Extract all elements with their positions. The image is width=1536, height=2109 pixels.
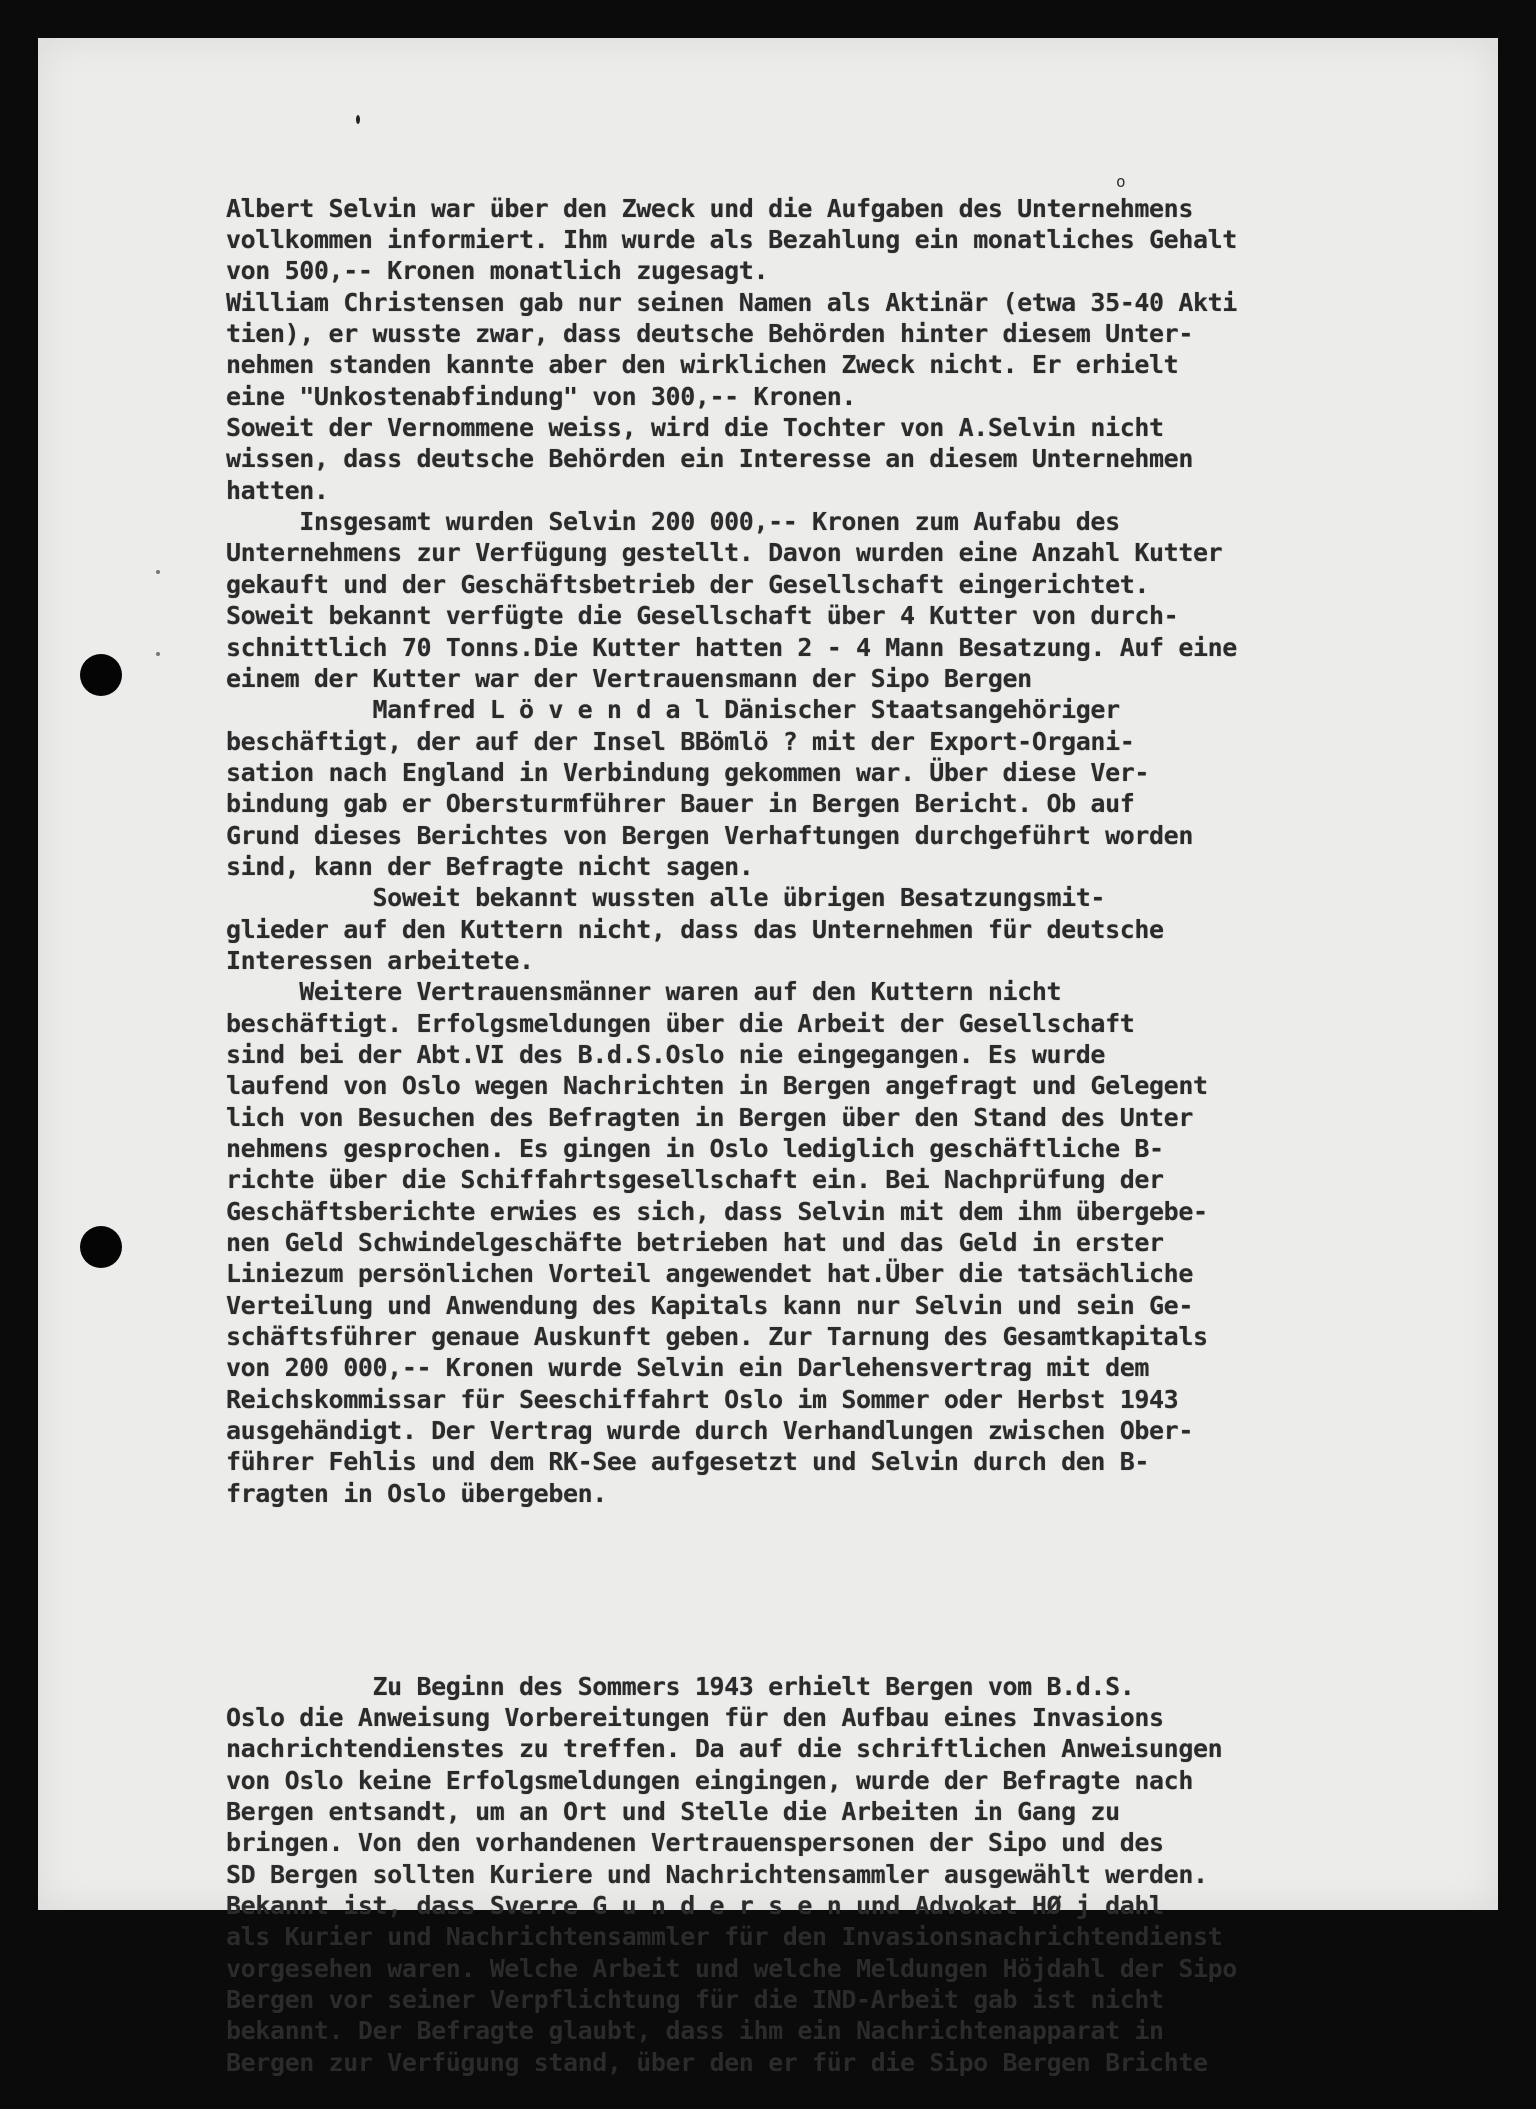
text-line: William Christensen gab nur seinen Namen als Aktinär (etwa 35-40 Akti [226, 287, 1237, 317]
text-line: Manfred L ö v e n d a l Dänischer Staatsangehöriger [226, 695, 1120, 725]
text-line: Soweit bekannt verfügte die Gesellschaft über 4 Kutter von durch- [226, 601, 1179, 631]
text-line: bindung gab er Obersturmführer Bauer in Bergen Bericht. Ob auf [226, 789, 1135, 819]
paragraph-gap [226, 1572, 1496, 1608]
text-line: wissen, dass deutsche Behörden ein Interesse an diesem Unternehmen [226, 444, 1193, 474]
text-line: nehmens gesprochen. Es gingen in Oslo lediglich geschäftliche B- [226, 1134, 1164, 1163]
text-line: glieder auf den Kuttern nicht, dass das Unternehmen für deutsche [226, 914, 1164, 944]
text-line: sind, kann der Befragte nicht sagen. [226, 851, 754, 881]
text-line: Zu Beginn des Sommers 1943 erhielt Bergen vom B.d.S. [226, 1671, 1135, 1701]
text-line: beschäftigt, der auf der Insel BBömlö ? mit der Export-Organi- [226, 726, 1135, 756]
text-line: schäftsführer genaue Auskunft geben. Zur Tarnung des Gesamtkapitals [226, 1322, 1208, 1352]
text-line: von 200 000,-- Kronen wurde Selvin ein Darlehensvertrag mit dem [226, 1353, 1150, 1383]
text-line: bringen. Von den vorhandenen Vertrauenspersonen der Sipo und des [226, 1828, 1164, 1858]
text-line: schnittlich 70 Tonns.Die Kutter hatten 2 - 4 Mann Besatzung. Auf eine [226, 632, 1237, 662]
text-line: Oslo die Anweisung Vorbereitungen für den Aufbau eines Invasions [226, 1702, 1164, 1732]
text-line: Grund dieses Berichtes von Bergen Verhaftungen durchgeführt worden [226, 820, 1193, 850]
text-line: führer Fehlis und dem RK-See aufgesetzt und Selvin durch den B- [226, 1447, 1150, 1477]
text-line: Verteilung und Anwendung des Kapitals kann nur Selvin und sein Ge- [226, 1290, 1193, 1320]
text-line: nehmen standen kannte aber den wirklichen Zweck nicht. Er erhielt [226, 350, 1179, 380]
text-line: beschäftigt. Erfolgsmeldungen über die Arbeit der Gesellschaft [226, 1008, 1135, 1038]
text-line: vorgesehen waren. Welche Arbeit und welche Meldungen Höjdahl der Sipo [226, 1953, 1237, 1983]
paragraph-2 [226, 1671, 1496, 2078]
text-line: gekauft und der Geschäftsbetrieb der Gesellschaft eingerichtet. [226, 569, 1150, 599]
text-line: Bekannt ist, dass Sverre G u n d e r s e n und Advokat HØ j dahl [226, 1890, 1164, 1920]
text-line: Weitere Vertrauensmänner waren auf den Kuttern nicht [226, 977, 1062, 1007]
text-line: lich von Besuchen des Befragten in Bergen über den Stand des Unter [226, 1102, 1193, 1132]
text-line: von Oslo keine Erfolgsmeldungen eingingen, wurde der Befragte nach [226, 1765, 1193, 1795]
ink-speck [156, 652, 160, 656]
text-line: vollkommen informiert. Ihm wurde als Bezahlung ein monatliches Gehalt [226, 225, 1237, 255]
text-line: Bergen zur Verfügung stand, über den er für die Sipo Bergen Brichte [226, 2047, 1208, 2077]
text-line: Liniezum persönlichen Vorteil angewendet hat.Über die tatsächliche [226, 1259, 1193, 1289]
text-line: eine "Unkostenabfindung" von 300,-- Kronen. [226, 381, 857, 411]
punch-hole [80, 1226, 122, 1268]
text-line: von 500,-- Kronen monatlich zugesagt. [226, 256, 769, 286]
punch-hole [80, 654, 122, 696]
text-line: laufend von Oslo wegen Nachrichten in Bergen angefragt und Gelegent [226, 1071, 1208, 1101]
text-line: SD Bergen sollten Kuriere und Nachrichtensammler ausgewählt werden. [226, 1859, 1208, 1889]
text-line: ausgehändigt. Der Vertrag wurde durch Verhandlungen zwischen Ober- [226, 1416, 1193, 1446]
text-line: Soweit der Vernommene weiss, wird die Tochter von A.Selvin nicht [226, 413, 1164, 443]
text-line: sind bei der Abt.VI des B.d.S.Oslo nie eingegangen. Es wurde [226, 1039, 1106, 1069]
text-line: richte über die Schiffahrtsgesellschaft ein. Bei Nachprüfung der [226, 1165, 1164, 1195]
text-line: Bergen entsandt, um an Ort und Stelle die Arbeiten in Gang zu [226, 1796, 1120, 1826]
ink-speck [356, 115, 360, 124]
text-line: tien), er wusste zwar, dass deutsche Behörden hinter diesem Unter- [226, 319, 1193, 349]
text-line: nen Geld Schwindelgeschäfte betrieben hat und das Geld in erster [226, 1228, 1164, 1258]
text-line: Albert Selvin war über den Zweck und die Aufgaben des Unternehmens [226, 193, 1193, 223]
typed-text-body [226, 130, 1496, 2109]
text-line: bekannt. Der Befragte glaubt, dass ihm ein Nachrichtenapparat in [226, 2016, 1164, 2046]
text-line: Bergen vor seiner Verpflichtung für die IND-Arbeit gab ist nicht [226, 1984, 1164, 2014]
text-line: sation nach England in Verbindung gekommen war. Über diese Ver- [226, 757, 1150, 787]
paragraph-1 [226, 193, 1496, 1509]
text-line: Unternehmens zur Verfügung gestellt. Davon wurden eine Anzahl Kutter [226, 538, 1223, 568]
text-line: fragten in Oslo übergeben. [226, 1478, 607, 1508]
text-line: nachrichtendienstes zu treffen. Da auf die schriftlichen Anweisungen [226, 1734, 1223, 1764]
text-line: Insgesamt wurden Selvin 200 000,-- Kronen zum Aufabu des [226, 507, 1120, 537]
text-line: Reichskommissar für Seeschiffahrt Oslo im Sommer oder Herbst 1943 [226, 1384, 1179, 1414]
text-line: Soweit bekannt wussten alle übrigen Besatzungsmit- [226, 883, 1106, 913]
text-line: Geschäftsberichte erwies es sich, dass Selvin mit dem ihm übergebe- [226, 1196, 1208, 1226]
text-line: als Kurier und Nachrichtensammler für den Invasionsnachrichtendienst [226, 1922, 1223, 1952]
text-line: einem der Kutter war der Vertrauensmann der Sipo Bergen [226, 663, 1032, 693]
ink-speck [156, 570, 160, 574]
text-line: Interessen arbeitete. [226, 945, 534, 975]
handwritten-mark: o [1116, 172, 1126, 191]
text-line: hatten. [226, 475, 329, 505]
